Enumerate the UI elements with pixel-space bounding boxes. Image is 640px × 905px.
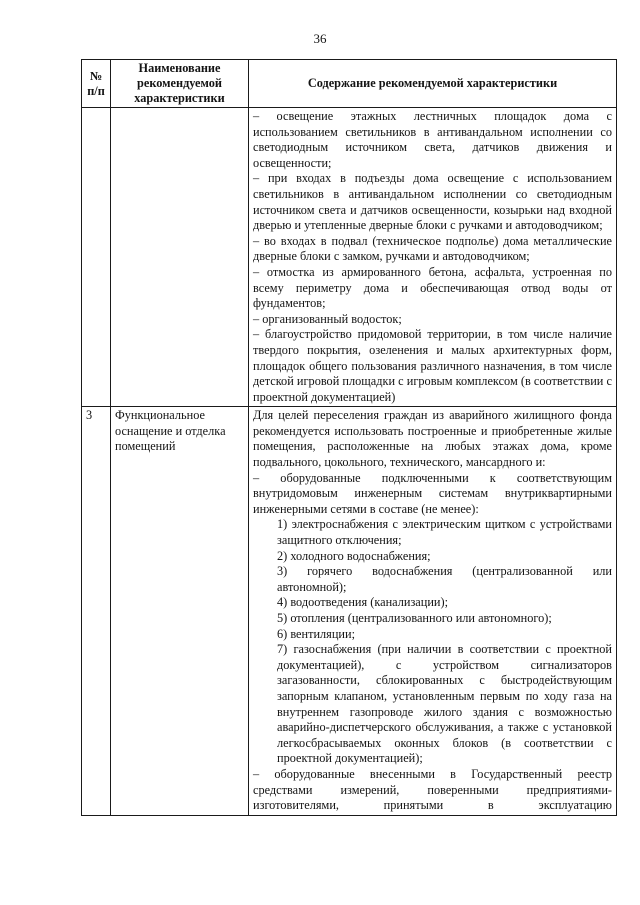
header-name-line2: рекомендуемой [137, 76, 222, 90]
system-item: 1) электроснабжения с электрическим щитком с устройствами защитного отключения; [277, 517, 612, 548]
list-item: – во входах в подвал (техническое подполье) дома металлические дверные блоки с замком, ручками и автодоводчиком; [253, 233, 612, 264]
system-item: 5) отопления (централизованного или автономного); [277, 611, 552, 625]
list-item: – организованный водосток; [253, 311, 402, 326]
table-header-row [82, 60, 617, 108]
header-name-line3: характеристики [134, 91, 225, 105]
system-item: 7) газоснабжения (при наличии в соответствии с проектной документацией), с устройством сигнализаторов загазованности, сблокированных с быстродействующим запорным клапаном, установленным первым по ходу газа на внутреннем газопроводе жилого здания с возможностью аварийно-диспетчерского обслуживания, а также с установкой легкосбрасываемых оконных блоков (в соответствии с проектной документацией); [277, 642, 612, 766]
table-row-continued [82, 108, 617, 407]
header-name [111, 60, 249, 108]
page-number: 36 [313, 31, 327, 46]
header-number-line2: п/п [87, 83, 105, 98]
system-item: 3) горячего водоснабжения (централизованной или автономной); [277, 564, 612, 594]
cell-number: 3 [82, 407, 111, 815]
system-item: 2) холодного водоснабжения; [277, 548, 431, 563]
cell-content [249, 407, 617, 815]
header-number [82, 60, 111, 108]
list-item: – отмостка из армированного бетона, асфальта, устроенная по всему периметру дома и обеспечивающая отвод воды от фундаментов; [253, 264, 612, 311]
header-content: Содержание рекомендуемой характеристики [249, 60, 617, 108]
intro-paragraph: Для целей переселения граждан из аварийного жилищного фонда рекомендуется использовать построенные и приобретенные жилые помещения, расположенные на любых этажах дома, кроме подвального, цокольного, технического, мансардного и: [253, 408, 612, 470]
list-item: – оборудованные внесенными в Государственный реестр средствами измерений, поверенными предприятиями-изготовителями, принятыми в эксплуатацию [253, 766, 612, 813]
header-number-line1: № [89, 68, 103, 83]
list-item: – благоустройство придомовой территории, в том числе наличие твердого покрытия, озеленения и малых архитектурных форм, площадок общего пользования различного назначения, в том числе детской игровой площадки с игровым комплексом (в соответствии с проектной документацией) [253, 327, 612, 404]
table-row-3 [82, 407, 617, 815]
system-item: 4) водоотведения (канализации); [277, 595, 449, 610]
system-item: 6) вентиляции; [277, 626, 355, 641]
list-item: – при входах в подъезды дома освещение с использованием светильников в антивандальном исполнении со светодиодным источником света и датчиков освещенности, козырьки над входной дверью и утепленные дверные блоки с ручками и автодоводчиком; [253, 171, 612, 233]
cell-name [111, 108, 249, 407]
cell-name: Функциональное оснащение и отделка помещений [111, 407, 249, 815]
list-item: – оборудованные подключенными к соответствующим внутридомовым инженерным системам внутриквартирными инженерными сетями в составе (не менее): [253, 470, 612, 516]
list-item: – освещение этажных лестничных площадок дома с использованием светильников в антивандальном исполнении со светодиодным источником света, датчиков движения и освещенности; [253, 109, 612, 170]
header-name-line1: Наименование [138, 61, 221, 75]
cell-content [249, 108, 617, 407]
cell-number [82, 108, 111, 407]
characteristics-table [81, 59, 617, 816]
